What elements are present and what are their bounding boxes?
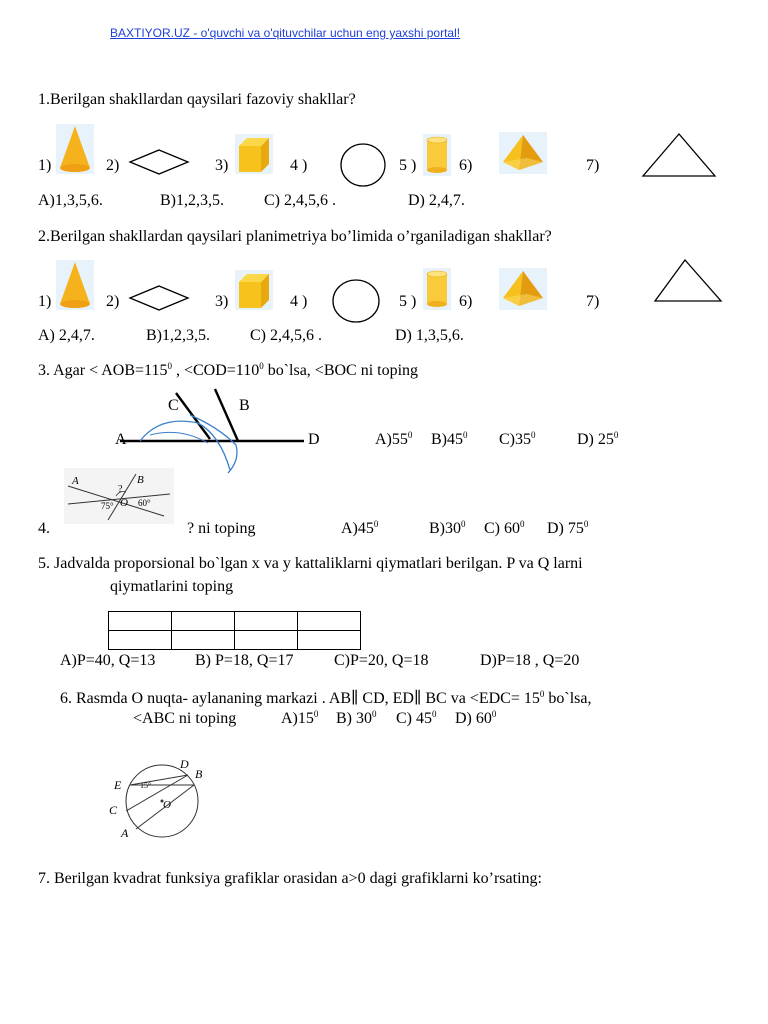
q2-label-1: 1): [38, 293, 52, 310]
q2-label-2: 2): [106, 293, 120, 310]
triangle-icon: [653, 258, 723, 304]
table-cell: [172, 612, 235, 631]
table-row: [109, 612, 361, 631]
table-cell: [298, 631, 361, 650]
q3-option-b[interactable]: $B)45^0$: [431, 430, 468, 448]
q6-option-d[interactable]: D) $60^0$: [455, 709, 497, 727]
q1-label-2: 2): [106, 157, 120, 174]
q2-option-d[interactable]: D) 1,3,5,6.: [395, 327, 464, 344]
q6-point-o: O: [163, 799, 171, 811]
q4-point-b: B: [137, 474, 144, 486]
q3-option-a[interactable]: $A)55^0$: [375, 430, 413, 448]
q2-label-4: 4 ): [290, 293, 308, 310]
q2-option-a[interactable]: A) 2,4,7.: [38, 327, 95, 344]
q5-option-a[interactable]: A)P=40, Q=13: [60, 652, 156, 669]
q3-option-d[interactable]: D) $25^0$: [577, 430, 619, 448]
q4-number: 4.: [38, 520, 50, 537]
cylinder-icon: [423, 268, 451, 310]
q6-option-a[interactable]: $A)15^0$: [281, 709, 319, 727]
table-cell: [109, 612, 172, 631]
q4-option-c[interactable]: C) $60^0$: [484, 519, 525, 537]
question-7-text: 7. Berilgan kvadrat funksiya grafiklar orasidan a>0 dagi grafiklarni ko’rsating:: [38, 870, 542, 887]
table-cell: [235, 631, 298, 650]
circle-icon: [339, 141, 387, 189]
pyramid-icon: [499, 132, 547, 174]
q6-option-c[interactable]: C) $45^0$: [396, 709, 437, 727]
cone-icon: [56, 124, 94, 174]
q1-option-a[interactable]: A)1,3,5,6.: [38, 192, 103, 209]
q4-point-a: A: [72, 475, 79, 487]
q4-angle-60: 60°: [138, 498, 151, 508]
pyramid-icon: [499, 268, 547, 310]
q2-label-7: 7): [586, 293, 600, 310]
q2-label-3: 3): [215, 293, 229, 310]
q1-label-7: 7): [586, 157, 600, 174]
q6-point-b: B: [195, 767, 203, 781]
q1-option-d[interactable]: D) 2,4,7.: [408, 192, 465, 209]
q1-label-1: 1): [38, 157, 52, 174]
q5-option-b[interactable]: B) P=18, Q=17: [195, 652, 294, 669]
q2-option-c[interactable]: C) 2,4,5,6 .: [250, 327, 322, 344]
circle-icon: [331, 277, 381, 325]
table-cell: [172, 631, 235, 650]
q6-option-b[interactable]: B) $30^0$: [336, 709, 377, 727]
q5-option-d[interactable]: D)P=18 , Q=20: [480, 652, 580, 669]
triangle-icon: [641, 132, 717, 178]
q5-option-c[interactable]: C)P=20, Q=18: [334, 652, 429, 669]
q1-label-3: 3): [215, 157, 229, 174]
q1-label-6: 6): [459, 157, 473, 174]
cone-icon: [56, 260, 94, 310]
q2-option-b[interactable]: B)1,2,3,5.: [146, 327, 210, 344]
question-5-text: 5. Jadvalda proporsional bo`lgan x va y kattaliklarni qiymatlari berilgan. P va Q larni: [38, 555, 583, 572]
q1-label-4: 4 ): [290, 157, 308, 174]
rhombus-icon: [128, 148, 190, 176]
point-d-label: D: [308, 431, 320, 448]
angle-diagram: [110, 385, 330, 477]
point-a-label: A: [115, 431, 127, 448]
question-4-text: ? ni toping: [187, 520, 256, 537]
q6-point-e: E: [114, 778, 122, 792]
q4-point-o: O: [120, 497, 128, 509]
cube-icon: [235, 270, 273, 310]
point-c-label: C: [168, 397, 179, 414]
table-cell: [235, 612, 298, 631]
portal-link[interactable]: BAXTIYOR.UZ - o'quvchi va o'qituvchilar uchun eng yaxshi portal!: [110, 26, 461, 40]
point-b-label: B: [239, 397, 250, 414]
table-row: [109, 631, 361, 650]
q6-point-d: D: [180, 757, 189, 771]
q3-option-c[interactable]: $C)35^0$: [499, 430, 536, 448]
q2-label-5: 5 ): [399, 293, 417, 310]
q6-point-a: A: [121, 826, 129, 840]
question-6-text-cont: <ABC ni toping: [133, 710, 237, 727]
q1-option-b[interactable]: B)1,2,3,5.: [160, 192, 224, 209]
table-cell: [298, 612, 361, 631]
q6-angle-15: 15°: [140, 781, 152, 790]
q1-option-c[interactable]: C) 2,4,5,6 .: [264, 192, 336, 209]
q4-angle-75: 75°: [101, 501, 114, 511]
table-cell: [109, 631, 172, 650]
q2-label-6: 6): [459, 293, 473, 310]
intersecting-lines-diagram: [64, 468, 174, 524]
q4-option-d[interactable]: D) $75^0$: [547, 519, 589, 537]
question-6-text: 6. Rasmda O nuqta- aylananing markazi . AB∥ CD, ED∥ BC va $<EDC= 15^0$ bo`lsa,: [60, 689, 592, 707]
question-5-text-cont: qiymatlarini toping: [110, 578, 234, 595]
q6-point-c: C: [109, 803, 118, 817]
q1-label-5: 5 ): [399, 157, 417, 174]
question-3-text: 3. Agar < $AOB=115^0$ , $<COD=110^0$ bo`lsa, <BOC ni toping: [38, 361, 419, 379]
q4-option-a[interactable]: $A)45^0$: [341, 519, 379, 537]
question-2-text: 2.Berilgan shakllardan qaysilari planimetriya bo’limida o’rganiladigan shakllar?: [38, 228, 552, 245]
q4-unknown-angle: ?: [118, 484, 123, 495]
cube-icon: [235, 134, 273, 174]
cylinder-icon: [423, 134, 451, 176]
proportion-table: [108, 611, 361, 650]
question-1-text: 1.Berilgan shakllardan qaysilari fazoviy shakllar?: [38, 91, 356, 108]
rhombus-icon: [128, 284, 190, 312]
q4-option-b[interactable]: $B)30^0$: [429, 519, 466, 537]
